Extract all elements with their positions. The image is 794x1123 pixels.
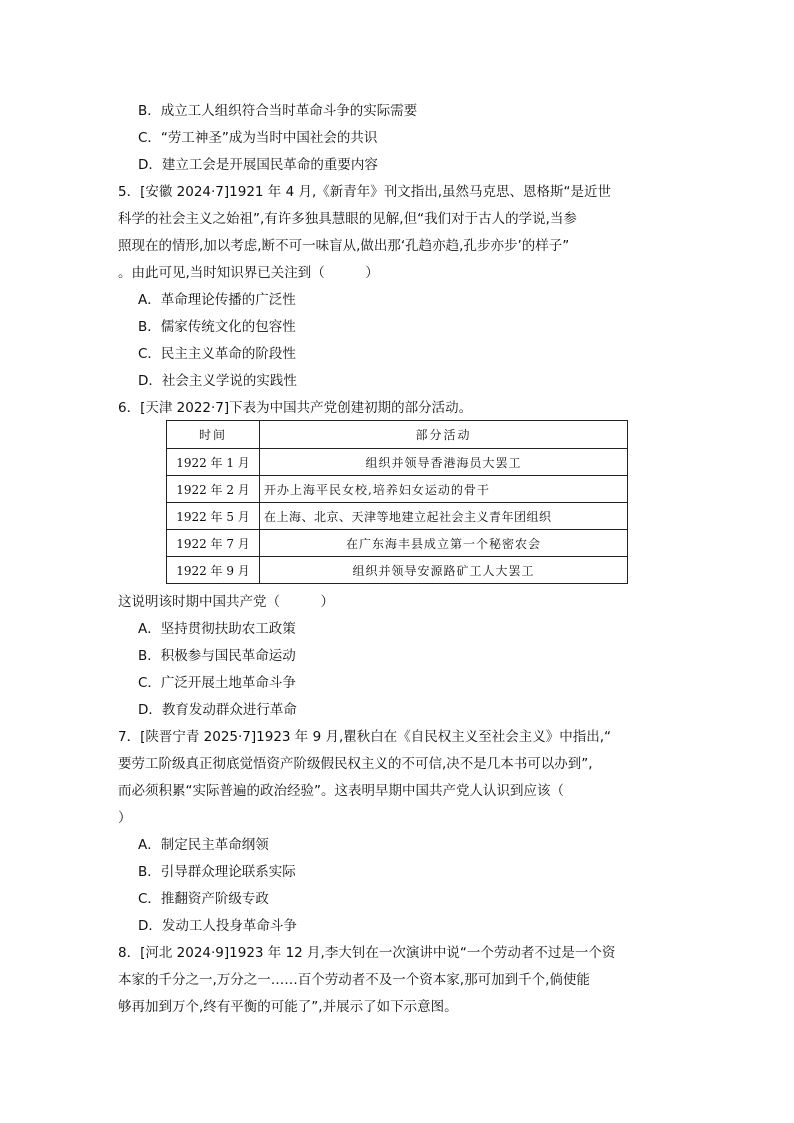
q5-option-a: A．革命理论传播的广泛性 xyxy=(138,292,296,308)
q4-option-b: B．成立工人组织符合当时革命斗争的实际需要 xyxy=(138,103,418,119)
table-row xyxy=(167,503,628,530)
table-row xyxy=(167,530,628,557)
q7-stem-line-2: 要劳工阶级真正彻底觉悟资产阶级假民权主义的不可信,决不是几本书可以办到”, xyxy=(118,756,593,772)
table-cell-activity: 组织并领导香港海员大罢工 xyxy=(260,449,628,476)
q8-stem-line-1: 8．[河北 2024·9]1923 年 12 月,李大钊在一次演讲中说“一个劳动者不过是一个资 xyxy=(118,945,616,961)
table-cell-activity: 在广东海丰县成立第一个秘密农会 xyxy=(260,530,628,557)
q8-stem-line-2: 本家的千分之一,万分之一……百个劳动者不及一个资本家,那可加到千个,倘使能 xyxy=(118,972,590,988)
table-cell-activity: 组织并领导安源路矿工人大罢工 xyxy=(260,557,628,584)
q5-option-b: B．儒家传统文化的包容性 xyxy=(138,319,296,335)
table-row xyxy=(167,449,628,476)
q6-option-a: A．坚持贯彻扶助农工政策 xyxy=(138,621,296,637)
q5-stem-line-1: 5．[安徽 2024·7]1921 年 4 月,《新青年》刊文指出,虽然马克思、恩格斯“是近世 xyxy=(118,184,612,200)
q5-option-d: D．社会主义学说的实践性 xyxy=(138,373,297,389)
table-cell-time: 1922 年 5 月 xyxy=(167,503,260,530)
q7-stem-line-1: 7．[陕晋宁青 2025·7]1923 年 9 月,瞿秋白在《自民权主义至社会主义》中指出,“ xyxy=(118,729,612,745)
q6-option-d: D．教育发动群众进行革命 xyxy=(138,702,297,718)
q6-option-c: C．广泛开展土地革命斗争 xyxy=(138,675,296,691)
q7-option-c: C．推翻资产阶级专政 xyxy=(138,891,269,907)
table-header-row xyxy=(167,421,628,449)
q7-option-b: B．引导群众理论联系实际 xyxy=(138,864,296,880)
table-cell-time: 1922 年 2 月 xyxy=(167,476,260,503)
q7-stem-line-4: ） xyxy=(118,810,132,826)
table-header-activity: 部分活动 xyxy=(260,421,628,449)
table-header-time: 时间 xyxy=(167,421,260,449)
q4-option-d: D．建立工会是开展国民革命的重要内容 xyxy=(138,157,378,173)
table-row xyxy=(167,557,628,584)
table-cell-time: 1922 年 9 月 xyxy=(167,557,260,584)
table-cell-activity: 开办上海平民女校,培养妇女运动的骨干 xyxy=(260,476,628,503)
q5-stem-line-2: 科学的社会主义之始祖”,有许多独具慧眼的见解,但“我们对于古人的学说,当参 xyxy=(118,211,577,227)
q5-option-c: C．民主主义革命的阶段性 xyxy=(138,346,296,362)
table-cell-time: 1922 年 7 月 xyxy=(167,530,260,557)
q8-stem-line-3: 够再加到万个,终有平衡的可能了”,并展示了如下示意图。 xyxy=(118,999,458,1015)
q7-option-d: D．发动工人投身革命斗争 xyxy=(138,918,297,934)
q5-stem-line-4: 。由此可见,当时知识界已关注到（ ） xyxy=(118,265,379,281)
q6-after-table: 这说明该时期中国共产党（ ） xyxy=(118,594,334,610)
q4-option-c: C．“劳工神圣”成为当时中国社会的共识 xyxy=(138,130,378,146)
table-row xyxy=(167,476,628,503)
table-cell-activity: 在上海、北京、天津等地建立起社会主义青年团组织 xyxy=(260,503,628,530)
q7-stem-line-3: 而必须积累“实际普遍的政治经验”。这表明早期中国共产党人认识到应该（ xyxy=(118,783,564,799)
q5-stem-line-3: 照现在的情形,加以考虑,断不可一味盲从,做出那‘孔趋亦趋,孔步亦步’的样子” xyxy=(118,238,570,254)
q7-option-a: A．制定民主革命纲领 xyxy=(138,837,269,853)
table-cell-time: 1922 年 1 月 xyxy=(167,449,260,476)
q6-stem: 6．[天津 2022·7]下表为中国共产党创建初期的部分活动。 xyxy=(118,400,473,416)
q6-option-b: B．积极参与国民革命运动 xyxy=(138,648,296,664)
activities-table xyxy=(166,420,628,584)
